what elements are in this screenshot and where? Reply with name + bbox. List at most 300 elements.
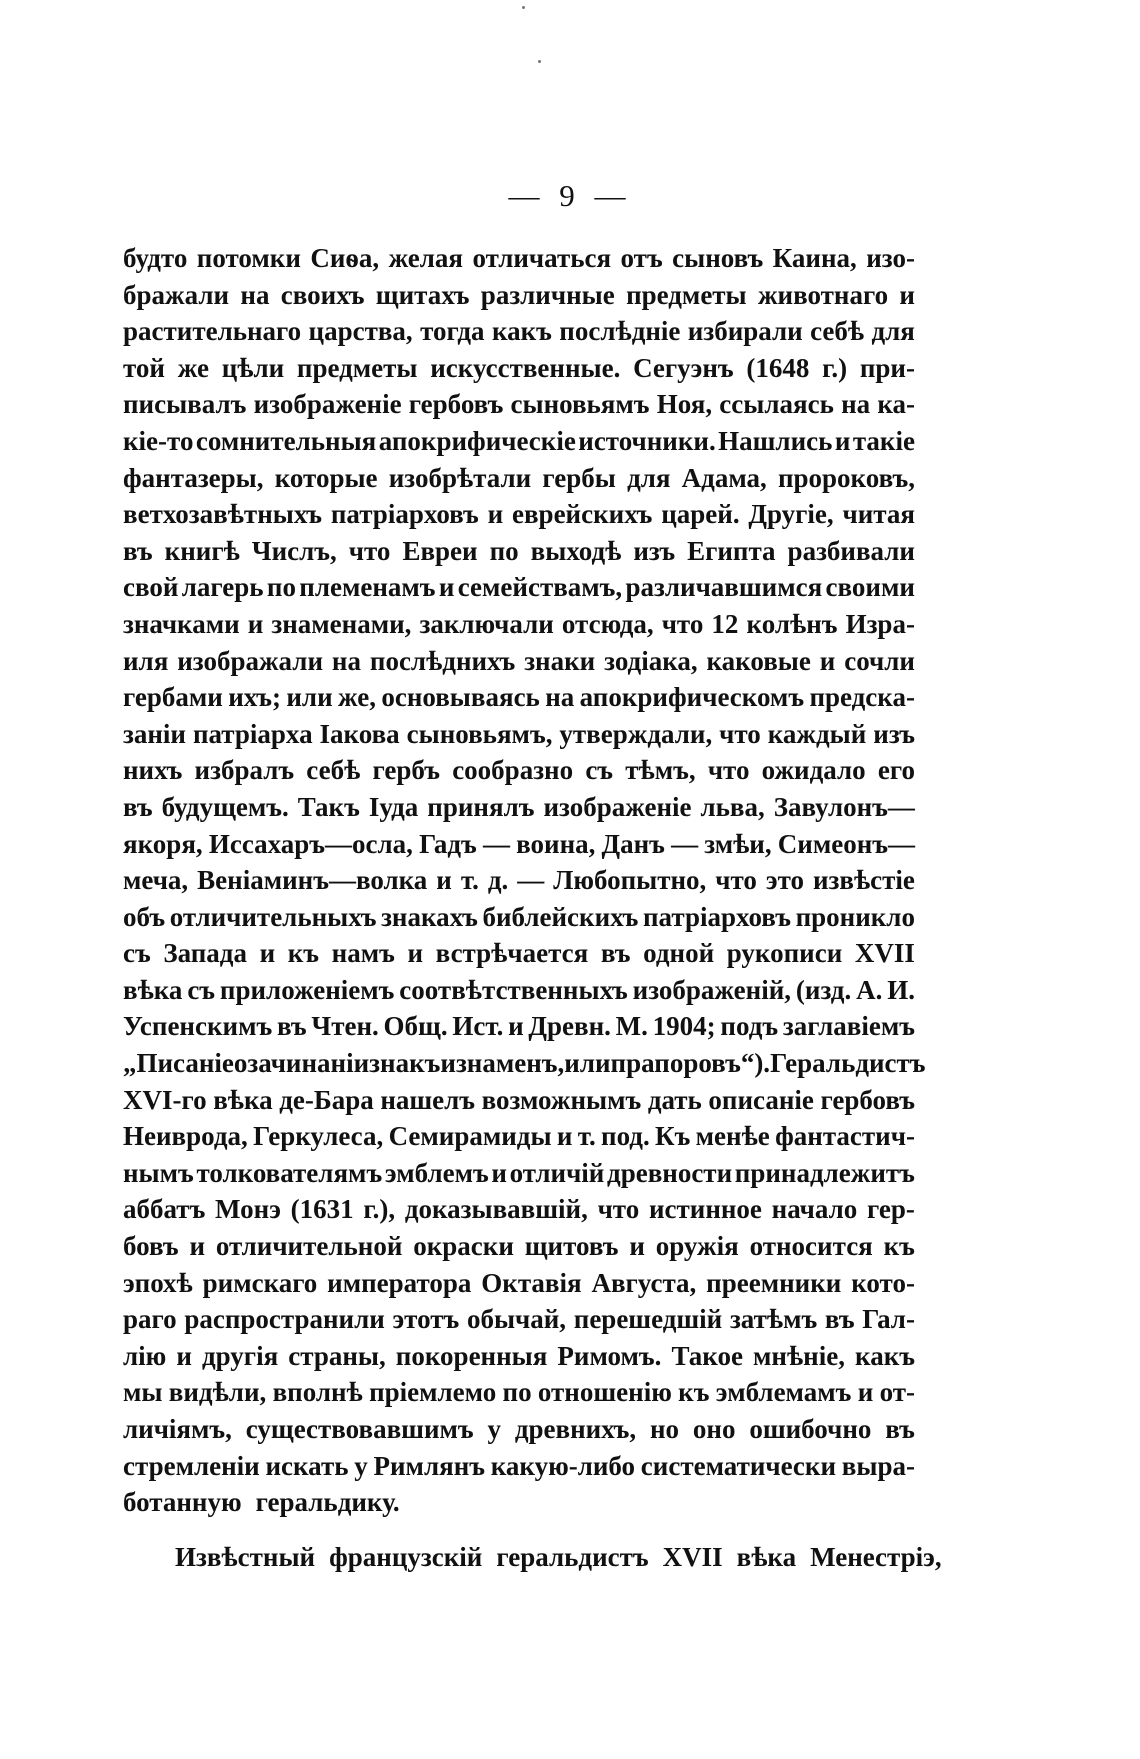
word: ссылаясь (719, 389, 834, 420)
word: Завулонъ— (773, 791, 915, 822)
text-line (123, 862, 915, 899)
word: заніи (123, 718, 186, 749)
word: прапоровъ“). (610, 1048, 771, 1079)
word: Извѣстный (175, 1541, 316, 1572)
word: искусственные. (430, 352, 621, 383)
word: истинное (648, 1194, 762, 1225)
word: иля (123, 645, 169, 676)
word: Менестріэ, (810, 1541, 942, 1572)
word: и (487, 499, 504, 530)
word: геральдистъ (496, 1541, 649, 1572)
word: своими (825, 572, 915, 603)
page-number: — 9 — (508, 178, 632, 213)
word: потомки (196, 243, 301, 273)
text-line (123, 1265, 915, 1302)
word: И. (887, 974, 915, 1005)
word: императора (327, 1267, 472, 1298)
word: и (629, 1231, 645, 1262)
word: перешедшій (573, 1304, 723, 1335)
text-line (123, 423, 915, 460)
text-line (123, 1374, 915, 1411)
word: еврейскихъ (511, 499, 653, 530)
word: Такъ (297, 791, 360, 822)
word: изо- (866, 243, 915, 273)
word: патріарха (192, 718, 313, 749)
word: менѣе (695, 1121, 770, 1152)
word: писывалъ (123, 389, 247, 420)
word: 1904; (652, 1011, 716, 1042)
text-line (123, 1448, 915, 1485)
word: Іуда (368, 791, 419, 822)
word: пророковъ, (777, 462, 915, 493)
word: тѣмъ, (625, 755, 696, 786)
word: Ист. (452, 1011, 504, 1042)
text-line (123, 679, 915, 716)
word: существовавшимъ (245, 1414, 474, 1444)
word: Геральдистъ (770, 1048, 926, 1079)
text-line (123, 1155, 915, 1192)
word: на (841, 389, 871, 420)
word: въ (123, 535, 153, 566)
word: что (661, 608, 704, 639)
word: послѣдніе (559, 316, 681, 347)
text-line (123, 789, 915, 826)
word: различные (480, 279, 615, 310)
word: этотъ (392, 1304, 460, 1335)
word: отличительныхъ (169, 901, 377, 932)
word: оружія (655, 1231, 739, 1262)
word: Римомъ. (557, 1340, 662, 1371)
word: себѣ (306, 755, 361, 786)
word: книгѣ (164, 535, 240, 566)
word: такіе (852, 425, 915, 456)
word: покоренныя (395, 1340, 548, 1371)
word: страны, (288, 1340, 386, 1371)
word: его (877, 755, 915, 786)
word: 12 (711, 608, 739, 639)
word: что (719, 718, 761, 749)
word: эмблемъ (384, 1157, 489, 1188)
word: Нашлись (718, 425, 833, 456)
word: и (857, 1377, 874, 1408)
text-line (123, 1082, 915, 1119)
text-line (123, 752, 915, 789)
word: личіямъ, (123, 1414, 232, 1444)
word: Семирамиды (388, 1121, 552, 1152)
word: приложеніемъ (219, 974, 395, 1005)
word: нихъ (123, 755, 183, 786)
text-line (123, 277, 915, 314)
word: — (517, 865, 545, 896)
word: зодіака, (604, 645, 698, 676)
word: которые (274, 462, 378, 493)
word: щитовъ (524, 1231, 619, 1262)
word: Успенскимъ (123, 1011, 273, 1042)
word: у (487, 1414, 501, 1444)
word: или (286, 682, 333, 713)
word: окраски (413, 1231, 514, 1262)
word: въ (276, 1011, 307, 1042)
print-speck (538, 60, 541, 63)
word: и (176, 1340, 192, 1371)
word: въ (123, 791, 153, 822)
word: по (489, 535, 519, 566)
word: изъ (873, 718, 915, 749)
word: растительнаго (123, 316, 302, 347)
word: же, (338, 682, 376, 713)
word: намъ (331, 938, 395, 969)
word: А. (856, 974, 883, 1005)
word: изображеніе (543, 791, 692, 822)
word: принялъ (427, 791, 535, 822)
word: рукописи (726, 938, 843, 969)
word: какъ (855, 1340, 915, 1371)
word: гербовъ (408, 389, 504, 420)
word: это (765, 865, 804, 896)
word: тогда (420, 316, 485, 347)
word: ботанную (123, 1487, 242, 1518)
word: и (436, 865, 452, 896)
word: распространили (184, 1304, 385, 1335)
word: французскій (329, 1541, 483, 1572)
word: щитахъ (375, 279, 470, 310)
word: для (627, 462, 671, 493)
word: описаніе (708, 1084, 814, 1115)
word: Геркулеса, (253, 1121, 384, 1152)
word: къ (678, 1377, 710, 1408)
word: на (331, 645, 361, 676)
word: съ (585, 755, 614, 786)
word: основываясь (381, 682, 540, 713)
word: эпохѣ (123, 1267, 193, 1298)
word: себѣ (810, 316, 865, 347)
word: по (502, 1377, 532, 1408)
word: гербами (123, 682, 223, 713)
word: льва, (700, 791, 765, 822)
word: знакахъ (381, 901, 478, 932)
word: изобрѣтали (388, 462, 532, 493)
word: у (354, 1450, 368, 1481)
word: источники. (578, 425, 716, 456)
text-line (123, 1008, 915, 1045)
word: апокрифическомъ (579, 682, 805, 713)
text-line (123, 935, 915, 972)
word: — (482, 828, 510, 859)
word: гербы (542, 462, 616, 493)
word: извѣстіе (812, 865, 915, 896)
word: или (564, 1048, 611, 1079)
word: и (491, 1157, 507, 1188)
word: преемники (706, 1267, 842, 1298)
word: „Писаніе (123, 1048, 234, 1079)
word: де-Бара (279, 1084, 374, 1115)
word: сообразно (452, 755, 574, 786)
text-line (123, 1045, 926, 1082)
word: аббатъ (123, 1194, 206, 1225)
word: ошибочно (749, 1414, 872, 1444)
word: лагерь (181, 572, 264, 603)
word: вѣка (736, 1541, 797, 1572)
text-line (123, 569, 915, 606)
word: знакъ (369, 1048, 441, 1079)
word: патріарховъ (330, 499, 479, 530)
word: съ (123, 938, 151, 969)
word: Другіе, (748, 499, 834, 530)
word: затѣмъ (729, 1304, 818, 1335)
word: оно (692, 1414, 736, 1444)
word: Сегуэнъ (633, 352, 734, 383)
word: семействамъ, (457, 572, 623, 603)
text-line (123, 1338, 915, 1375)
word: Симеонъ— (777, 828, 915, 859)
word: знаменами, (271, 608, 412, 639)
word: кото- (851, 1267, 915, 1298)
word: якоря, (123, 828, 203, 859)
word: искать (265, 1450, 349, 1481)
word: каждый (767, 718, 867, 749)
word: (1631 (290, 1194, 354, 1225)
word: при- (859, 352, 915, 383)
word: Римлянъ (373, 1450, 485, 1481)
word: мнѣніе, (753, 1340, 845, 1371)
text-line (123, 313, 915, 350)
word: и (440, 1048, 456, 1079)
word: Такое (671, 1340, 743, 1371)
word: (1648 (746, 352, 810, 383)
word: Числъ, (251, 535, 337, 566)
word: объ (123, 901, 166, 932)
word: пріемлемо (369, 1377, 497, 1408)
word: ожидало (761, 755, 866, 786)
word: для (871, 316, 915, 347)
word: зачинаніи (247, 1048, 370, 1079)
word: М. (615, 1011, 648, 1042)
word: что (348, 535, 391, 566)
word: другія (201, 1340, 279, 1371)
word: отличительной (215, 1231, 403, 1262)
word: римскаго (202, 1267, 318, 1298)
word: Веніаминъ—волка (197, 865, 428, 896)
word: предметы (296, 352, 418, 383)
word: геральдику. (255, 1487, 400, 1518)
word: древнихъ, (514, 1414, 637, 1444)
text-line (123, 972, 915, 1009)
word: желая (388, 243, 464, 273)
word: утверждали, (559, 718, 713, 749)
word: Къ (655, 1121, 691, 1152)
word: избралъ (194, 755, 295, 786)
word: Любопытно, (553, 865, 707, 896)
word: Общ. (383, 1011, 448, 1042)
word: Гал- (862, 1304, 915, 1335)
word: Сиѳа, (310, 243, 380, 273)
word: библейскихъ (482, 901, 639, 932)
text-line (123, 496, 915, 533)
text-line (123, 386, 915, 423)
word: на (545, 682, 575, 713)
word: царства, (308, 316, 413, 347)
word: племенамъ (299, 572, 436, 603)
word: гербовъ (820, 1084, 915, 1115)
text-line (123, 1191, 915, 1228)
word: Ноя, (656, 389, 713, 420)
word: мы (123, 1377, 163, 1408)
text-line (123, 826, 915, 863)
word: изображали (177, 645, 324, 676)
word: лію (123, 1340, 167, 1371)
word: древности (607, 1157, 733, 1188)
word: воина, (516, 828, 596, 859)
word: Октавія (481, 1267, 582, 1298)
word: г.), (363, 1194, 396, 1225)
word: от- (879, 1377, 915, 1408)
word: заключали (419, 608, 554, 639)
word: съ (187, 974, 216, 1005)
word: что (707, 755, 750, 786)
word: д. (487, 865, 509, 896)
word: будущемъ. (161, 791, 289, 822)
word: но (650, 1414, 680, 1444)
text-line (123, 1301, 915, 1338)
text-line (123, 533, 915, 570)
word: въ (824, 1304, 855, 1335)
word: заглавіемъ (782, 1011, 915, 1042)
word: выра- (841, 1450, 915, 1481)
word: что (715, 865, 757, 896)
word: каковые (706, 645, 811, 676)
word: различавшимся (625, 572, 823, 603)
word: — (671, 828, 699, 859)
word: и (259, 938, 276, 969)
body-text (123, 240, 942, 1575)
word: сыновъ (672, 243, 764, 273)
word: принадлежитъ (734, 1157, 915, 1188)
word: на (240, 279, 270, 310)
word: къ (883, 1231, 915, 1262)
word: что (597, 1194, 640, 1225)
word: по (266, 572, 296, 603)
word: Іакова (319, 718, 400, 749)
word: ветхозавѣтныхъ (123, 499, 323, 530)
word: эмблемамъ (715, 1377, 852, 1408)
word: ихъ; (228, 682, 281, 713)
word: Египта (687, 535, 776, 566)
word: знаки (524, 645, 596, 676)
word: бовъ (123, 1231, 179, 1262)
word: и (407, 938, 424, 969)
word: значками (123, 608, 240, 639)
word: какъ (491, 316, 552, 347)
word: будто (123, 243, 188, 273)
word: доказывавшій, (404, 1194, 588, 1225)
print-speck (522, 6, 525, 9)
word: XVII (854, 938, 915, 969)
word: подъ (720, 1011, 779, 1042)
word: фантазеры, (123, 462, 264, 493)
word: нымъ (123, 1157, 194, 1188)
word: т. (460, 865, 479, 896)
word: одной (643, 938, 715, 969)
word: отношенію (537, 1377, 672, 1408)
word: предска- (809, 682, 915, 713)
word: ка- (877, 389, 915, 420)
word: и (899, 279, 915, 310)
word: дать (647, 1084, 702, 1115)
word: отсюда, (561, 608, 654, 639)
word: и (438, 572, 455, 603)
word: Монэ (215, 1194, 281, 1225)
word: избирали (687, 316, 803, 347)
text-line (123, 460, 915, 497)
word: предметы (626, 279, 747, 310)
word: гербъ (372, 755, 440, 786)
text-line (123, 350, 915, 387)
text-line (123, 1118, 915, 1155)
word: вѣка (123, 974, 183, 1005)
word: вполнѣ (272, 1377, 363, 1408)
word: начало (771, 1194, 858, 1225)
word: въ (600, 938, 631, 969)
word: фантастич- (775, 1121, 915, 1152)
word: возможнымъ (481, 1084, 642, 1115)
word: бражали (123, 279, 230, 310)
word: раго (123, 1304, 177, 1335)
text-line (123, 1484, 915, 1521)
text-line (123, 899, 915, 936)
word: животнаго (757, 279, 889, 310)
word: колѣнъ (746, 608, 838, 639)
word: вѣка (213, 1084, 273, 1115)
word: царей. (661, 499, 740, 530)
word: и (834, 425, 851, 456)
paragraph-gap (123, 1521, 915, 1539)
word: Запада (163, 938, 247, 969)
word: же (177, 352, 209, 383)
word: Древн. (528, 1011, 611, 1042)
word: сочли (844, 645, 915, 676)
word: отличій (509, 1157, 605, 1188)
word: т. (577, 1121, 596, 1152)
word: Изра- (845, 608, 915, 639)
text-line (123, 606, 915, 643)
word: послѣднихъ (369, 645, 516, 676)
word: и (819, 645, 836, 676)
word: патріарховъ (643, 901, 791, 932)
word: встрѣчается (435, 938, 589, 969)
word: знаменъ, (455, 1048, 565, 1079)
word: Чтен. (311, 1011, 379, 1042)
word: стремленіи (123, 1450, 260, 1481)
word: изображеній, (632, 974, 792, 1005)
word: свой (123, 572, 179, 603)
word: Иссахаръ—осла, (208, 828, 413, 859)
word: изъ (633, 535, 676, 566)
text-line (123, 240, 915, 277)
text-line (123, 1411, 915, 1448)
word: отъ (620, 243, 663, 273)
word: отличаться (472, 243, 612, 273)
word: цѣли (221, 352, 285, 383)
word: сомнительныя (195, 425, 377, 456)
word: и (556, 1121, 573, 1152)
word: своихъ (280, 279, 365, 310)
word: Евреи (402, 535, 478, 566)
word: г.) (822, 352, 848, 383)
word: относится (749, 1231, 873, 1262)
word: кіе-то (123, 425, 194, 456)
word: какую-либо (490, 1450, 636, 1481)
word: проникло (795, 901, 915, 932)
